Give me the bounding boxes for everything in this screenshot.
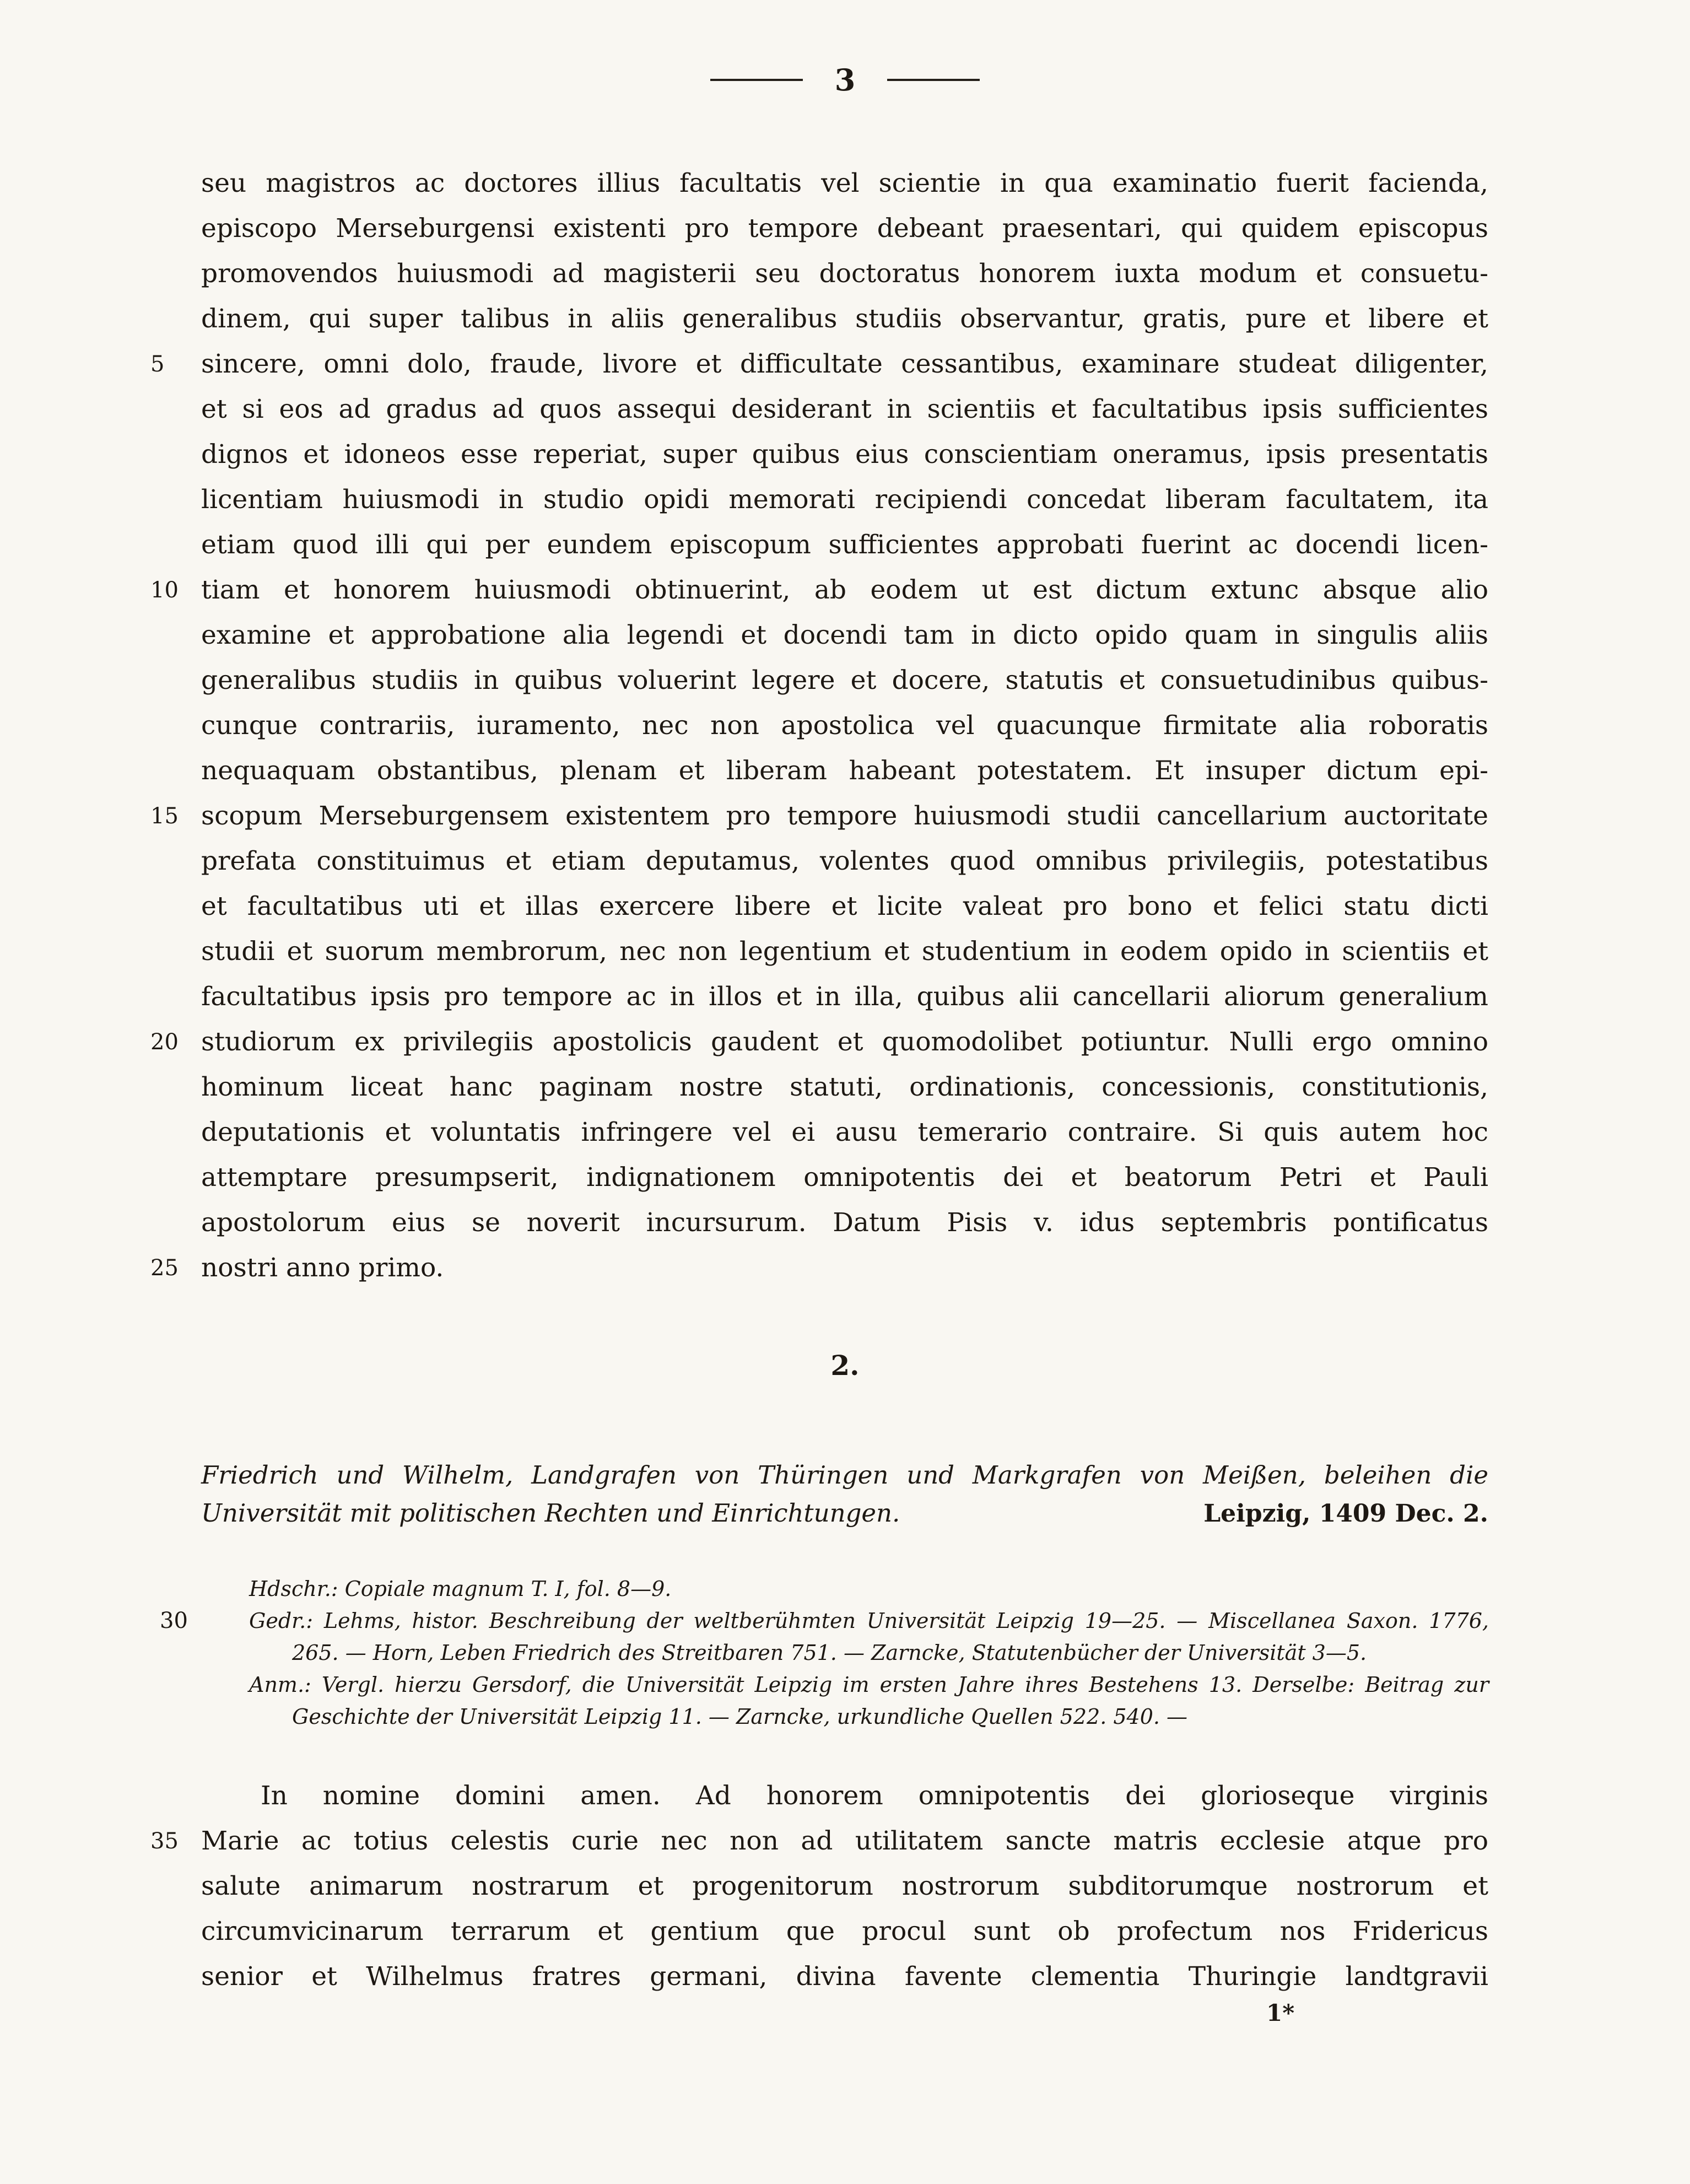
- apparatus-line: [249, 1573, 1489, 1605]
- text-line: [150, 568, 1488, 613]
- line-text: sincere, omni dolo, fraude, livore et difficultate cessantibus, examinare studeat diligenter,: [201, 349, 1488, 379]
- line-text: scopum Merseburgensem existentem pro tempore huiusmodi studii cancellarium auctoritate: [201, 801, 1488, 831]
- apparatus-line: [160, 1605, 1489, 1637]
- line-text: et facultatibus uti et illas exercere libere et licite valeat pro bono et felici statu dicti: [201, 891, 1488, 921]
- header-rule-left: [710, 79, 803, 81]
- text-line: [201, 477, 1488, 522]
- summary-text: Universität mit politischen Rechten und Einrichtungen.: [201, 1498, 900, 1528]
- line-text: attemptare presumpserit, indignationem omnipotentis dei et beatorum Petri et Pauli: [201, 1162, 1488, 1193]
- text-line: [201, 974, 1488, 1020]
- line-text: nostri anno primo.: [201, 1253, 444, 1283]
- line-text: apostolorum eius se noverit incursurum. Datum Pisis v. idus septembris pontificatus: [201, 1207, 1488, 1238]
- line-text: senior et Wilhelmus fratres germani, divina favente clementia Thuringie landtgravii: [201, 1961, 1488, 1992]
- margin-line-number: 30: [160, 1608, 188, 1633]
- text-line: [201, 929, 1488, 974]
- text-line: [201, 1065, 1488, 1110]
- text-line: [150, 342, 1488, 387]
- line-text: dignos et idoneos esse reperiat, super quibus eius conscientiam oneramus, ipsis presentatis: [201, 439, 1488, 470]
- document-2-summary: [201, 1456, 1488, 1533]
- apparatus-line: [249, 1669, 1489, 1701]
- text-line: [201, 296, 1488, 342]
- line-text: Marie ac totius celestis curie nec non ad utilitatem sancte matris ecclesie atque pro: [201, 1826, 1488, 1856]
- text-line: [201, 206, 1488, 251]
- line-text: studiorum ex privilegiis apostolicis gaudent et quomodolibet potiuntur. Nulli ergo omnino: [201, 1027, 1488, 1057]
- text-line: [201, 1155, 1488, 1200]
- header-rule-right: [887, 79, 980, 81]
- apparatus-line: [249, 1701, 1489, 1733]
- line-text: prefata constituimus et etiam deputamus, volentes quod omnibus privilegiis, potestatibus: [201, 846, 1488, 876]
- text-line: [150, 1020, 1488, 1065]
- text-line: [201, 251, 1488, 296]
- line-text: etiam quod illi qui per eundem episcopum sufficientes approbati fuerint ac docendi licen-: [201, 530, 1488, 560]
- line-text: In nomine domini amen. Ad honorem omnipotentis dei glorioseque virginis: [261, 1781, 1488, 1811]
- sheet-signature-mark: 1*: [1266, 1999, 1295, 2026]
- document-2-text: [150, 1773, 1488, 1999]
- document-1-text: [150, 161, 1488, 1291]
- text-line: [201, 161, 1488, 206]
- text-line: [201, 432, 1488, 477]
- line-text: Geschichte der Universität Leipzig 11. — Zarncke, urkundliche Quellen 522. 540. —: [292, 1705, 1188, 1729]
- text-line: [201, 1200, 1488, 1245]
- text-line: [201, 839, 1488, 884]
- text-line: [201, 748, 1488, 794]
- line-text: examine et approbatione alia legendi et docendi tam in dicto opido quam in singulis aliis: [201, 620, 1488, 650]
- text-line: [201, 1954, 1488, 1999]
- text-line: [150, 1245, 1488, 1291]
- section-number: 2.: [830, 1349, 860, 1382]
- line-text: seu magistros ac doctores illius facultatis vel scientie in qua examinatio fuerit facienda,: [201, 168, 1488, 198]
- line-text: promovendos huiusmodi ad magisterii seu doctoratus honorem iuxta modum et consuetu-: [201, 258, 1488, 289]
- text-line: [150, 1819, 1488, 1864]
- line-text: tiam et honorem huiusmodi obtinuerint, ab eodem ut est dictum extunc absque alio: [201, 575, 1488, 605]
- line-text: facultatibus ipsis pro tempore ac in illos et in illa, quibus alii cancellarii aliorum generalium: [201, 982, 1488, 1012]
- line-text: nequaquam obstantibus, plenam et liberam habeant potestatem. Et insuper dictum epi-: [201, 756, 1488, 786]
- line-text: circumvicinarum terrarum et gentium que procul sunt ob profectum nos Fridericus: [201, 1916, 1488, 1946]
- margin-line-number: 10: [150, 578, 179, 603]
- line-text: et si eos ad gradus ad quos assequi desiderant in scientiis et facultatibus ipsis sufficientes: [201, 394, 1488, 424]
- text-line: [201, 1773, 1488, 1819]
- line-text: hominum liceat hanc paginam nostre statuti, ordinationis, concessionis, constitutionis,: [201, 1072, 1488, 1102]
- text-line: [201, 1864, 1488, 1909]
- line-text: episcopo Merseburgensi existenti pro tempore debeant praesentari, qui quidem episcopus: [201, 213, 1488, 244]
- line-text: generalibus studiis in quibus voluerint legere et docere, statutis et consuetudinibus quibus-: [201, 665, 1488, 695]
- margin-line-number: 35: [150, 1829, 179, 1854]
- document-date: Leipzig, 1409 Dec. 2.: [1203, 1500, 1488, 1528]
- margin-line-number: 5: [150, 352, 165, 377]
- text-line: [201, 522, 1488, 568]
- text-line: [150, 794, 1488, 839]
- page-header: [0, 62, 1690, 98]
- line-text: dinem, qui super talibus in aliis generalibus studiis observantur, gratis, pure et libere et: [201, 304, 1488, 334]
- line-text: studii et suorum membrorum, nec non legentium et studentium in eodem opido in scientiis et: [201, 936, 1488, 967]
- line-text: 265. — Horn, Leben Friedrich des Streitbaren 751. — Zarncke, Statutenbücher der Universität 3—5.: [292, 1641, 1367, 1665]
- critical-apparatus: [160, 1573, 1489, 1733]
- margin-line-number: 15: [150, 804, 179, 829]
- line-text: licentiam huiusmodi in studio opidi memorati recipiendi concedat liberam facultatem, ita: [201, 484, 1488, 515]
- summary-line: [201, 1494, 1488, 1533]
- margin-line-number: 20: [150, 1029, 179, 1055]
- page-number: 3: [834, 62, 856, 98]
- apparatus-line: [249, 1637, 1489, 1669]
- summary-line: Friedrich und Wilhelm, Landgrafen von Thüringen und Markgrafen von Meißen, beleihen die: [201, 1460, 1488, 1490]
- text-line: [201, 658, 1488, 703]
- text-line: [201, 703, 1488, 748]
- line-text: deputationis et voluntatis infringere vel ei ausu temerario contraire. Si quis autem hoc: [201, 1117, 1488, 1147]
- text-line: [201, 387, 1488, 432]
- line-text: Anm.: Vergl. hierzu Gersdorf, die Universität Leipzig im ersten Jahre ihres Bestehens 13. Derselbe: Beitrag zur: [249, 1673, 1489, 1697]
- margin-line-number: 25: [150, 1255, 179, 1281]
- line-text: Gedr.: Lehms, histor. Beschreibung der weltberühmten Universität Leipzig 19—25. — Miscellanea Saxon. 1776,: [249, 1609, 1489, 1633]
- line-text: cunque contrariis, iuramento, nec non apostolica vel quacunque firmitate alia roboratis: [201, 710, 1488, 741]
- text-line: [201, 884, 1488, 929]
- text-line: [201, 1909, 1488, 1954]
- text-line: [201, 613, 1488, 658]
- line-text: Hdschr.: Copiale magnum T. I, fol. 8—9.: [249, 1577, 672, 1601]
- text-line: [201, 1110, 1488, 1155]
- line-text: salute animarum nostrarum et progenitorum nostrorum subditorumque nostrorum et: [201, 1871, 1488, 1901]
